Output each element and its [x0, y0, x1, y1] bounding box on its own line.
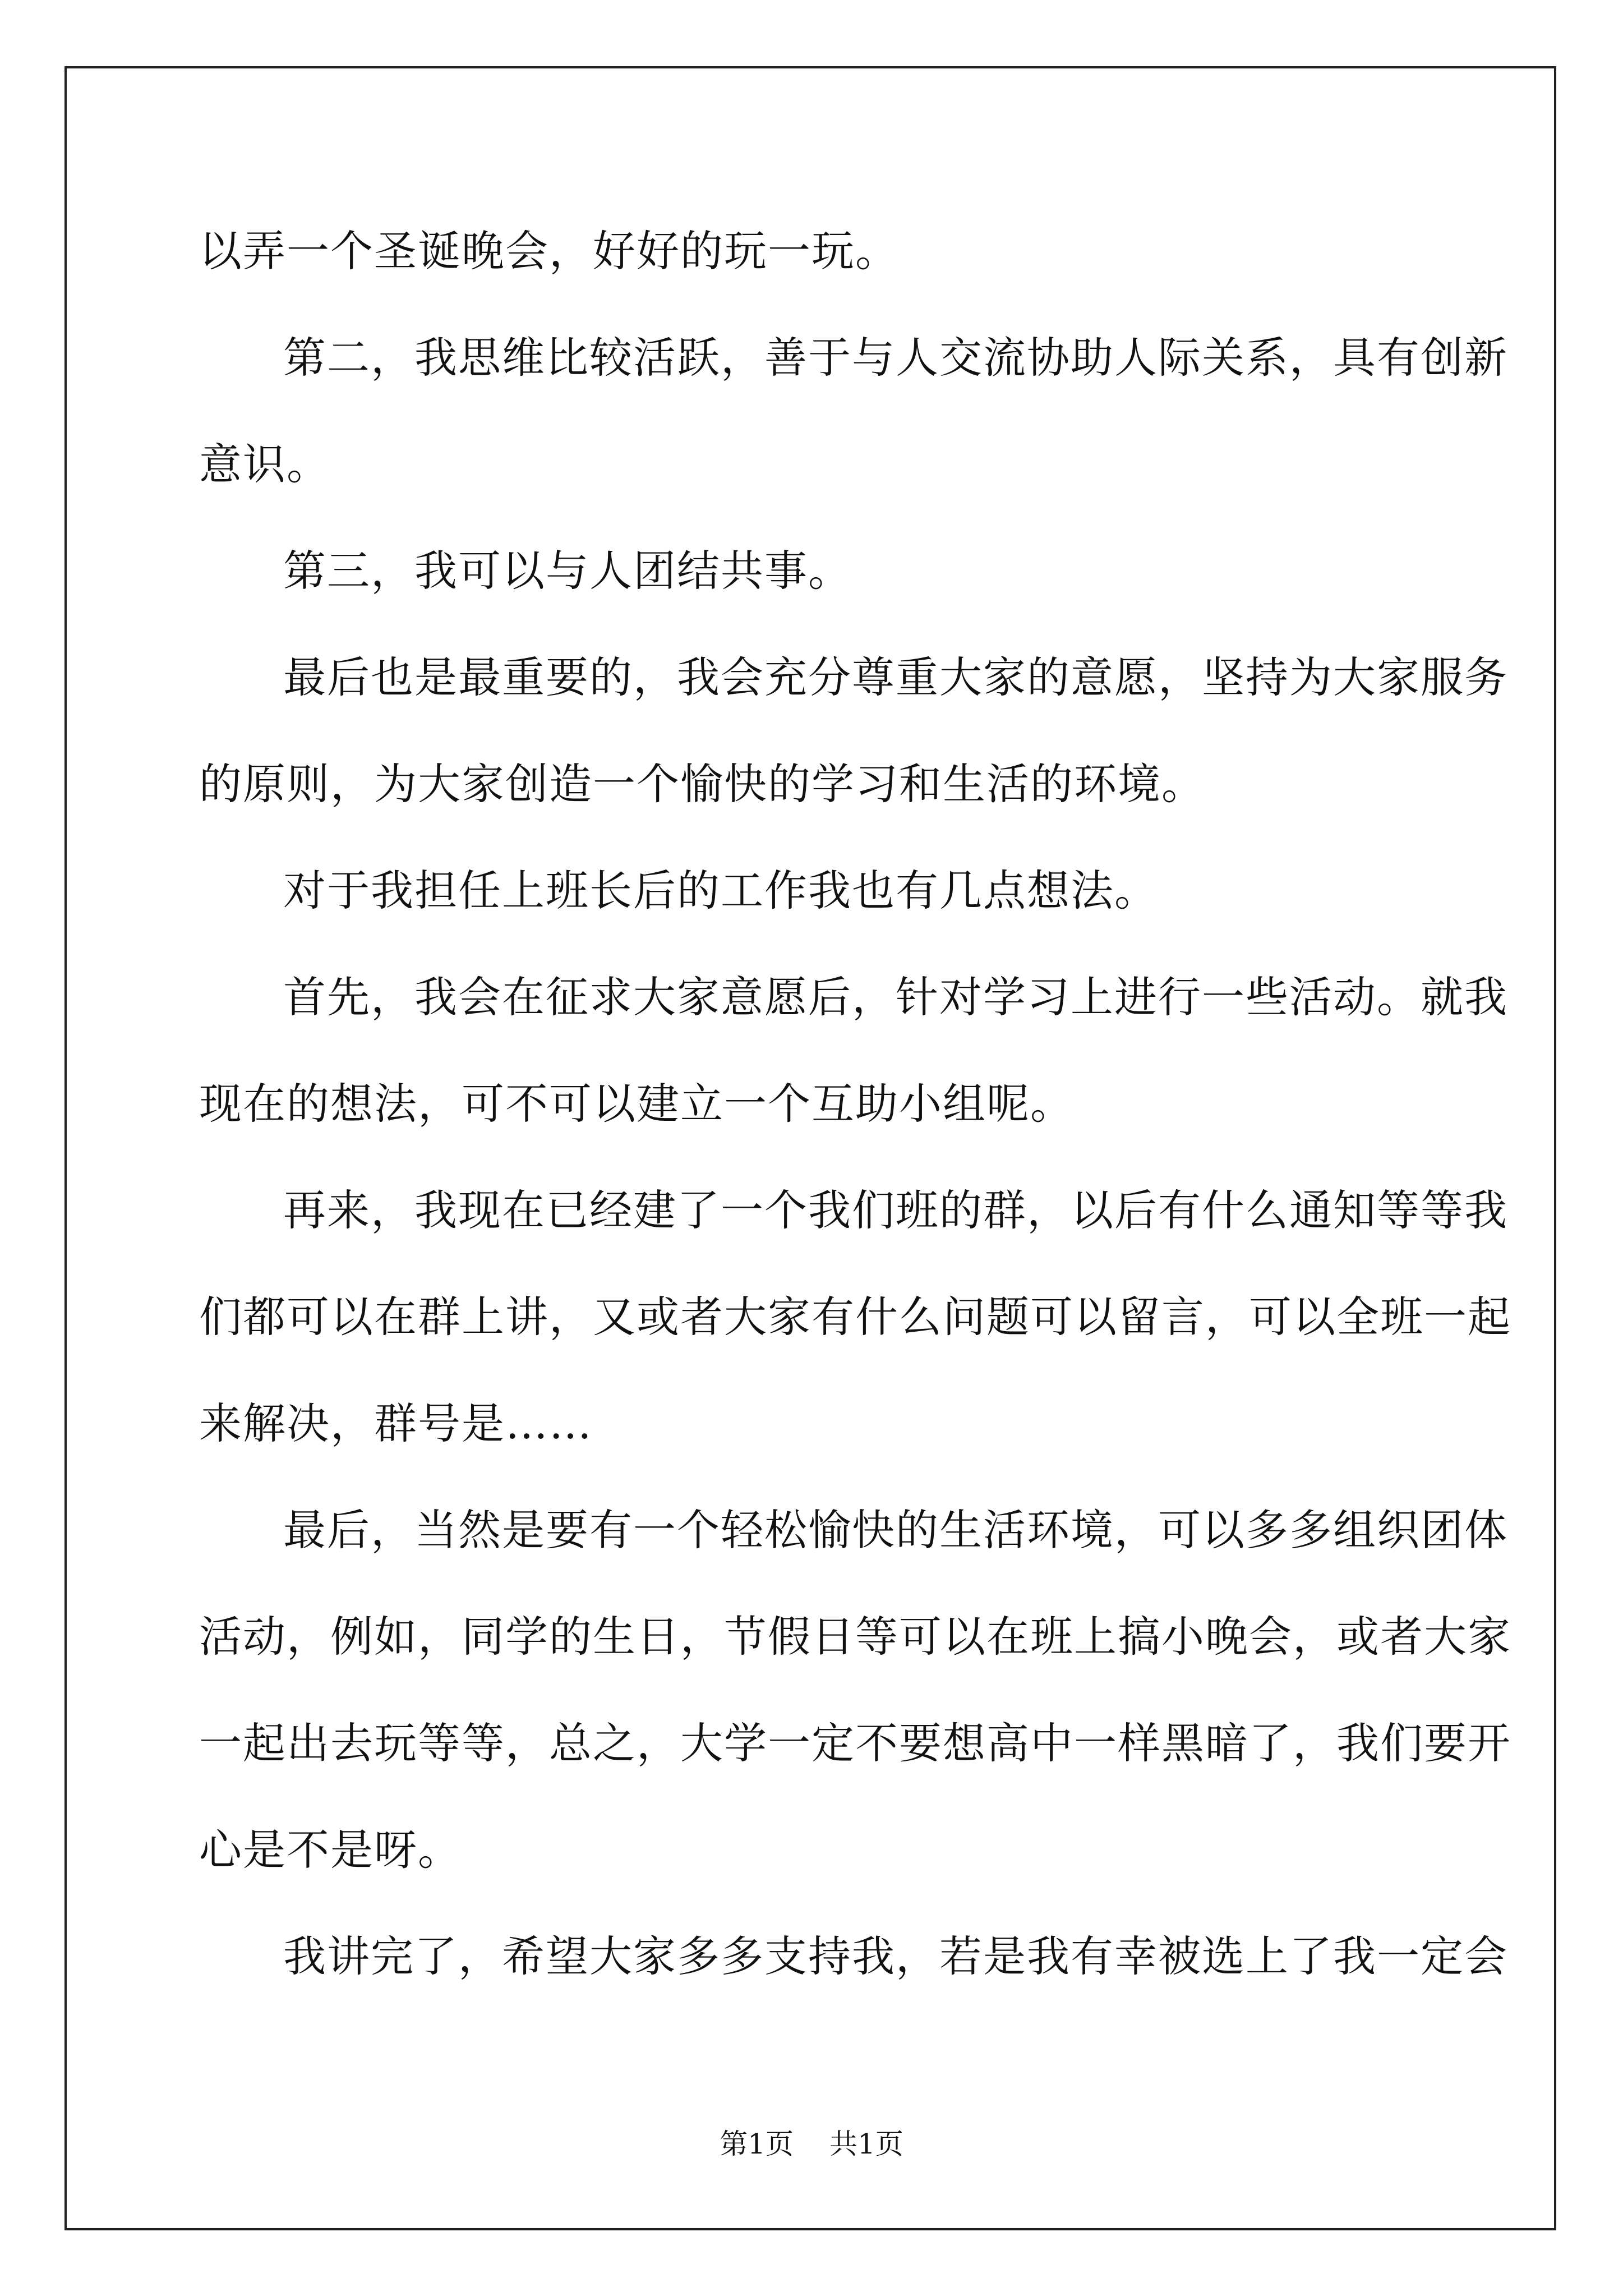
- text-line: 活动，例如，同学的生日，节假日等可以在班上搞小晚会，或者大家: [199, 1612, 1511, 1662]
- text-line: 的原则，为大家创造一个愉快的学习和生活的环境。: [199, 759, 1205, 809]
- text-line: 最后也是最重要的，我会充分尊重大家的意愿，坚持为大家服务: [283, 652, 1508, 702]
- page-number-current: 第1页: [720, 2128, 794, 2160]
- text-line: 我讲完了，希望大家多多支持我，若是我有幸被选上了我一定会: [283, 1931, 1508, 1981]
- text-line: 意识。: [199, 439, 330, 489]
- page-footer: [0, 2124, 1623, 2164]
- page-number-total: 共1页: [829, 2128, 903, 2160]
- text-line: 第三，我可以与人团结共事。: [283, 546, 852, 596]
- text-line: 对于我担任上班长后的工作我也有几点想法。: [283, 866, 1158, 915]
- text-line: 现在的想法，可不可以建立一个互助小组呢。: [199, 1079, 1074, 1129]
- text-line: 再来，我现在已经建了一个我们班的群，以后有什么通知等等我: [283, 1185, 1508, 1235]
- text-line: 首先，我会在征求大家意愿后，针对学习上进行一些活动。就我: [283, 972, 1508, 1022]
- text-line: 第二，我思维比较活跃，善于与人交流协助人际关系，具有创新: [283, 333, 1508, 383]
- text-line: 们都可以在群上讲，又或者大家有什么问题可以留言，可以全班一起: [199, 1292, 1511, 1342]
- text-line: 来解决，群号是……: [199, 1398, 593, 1448]
- text-line: 以弄一个圣诞晚会，好好的玩一玩。: [199, 226, 899, 276]
- text-line: 一起出去玩等等，总之，大学一定不要想高中一样黑暗了，我们要开: [199, 1718, 1511, 1768]
- text-line: 心是不是呀。: [199, 1825, 462, 1875]
- text-line: 最后，当然是要有一个轻松愉快的生活环境，可以多多组织团体: [283, 1505, 1508, 1555]
